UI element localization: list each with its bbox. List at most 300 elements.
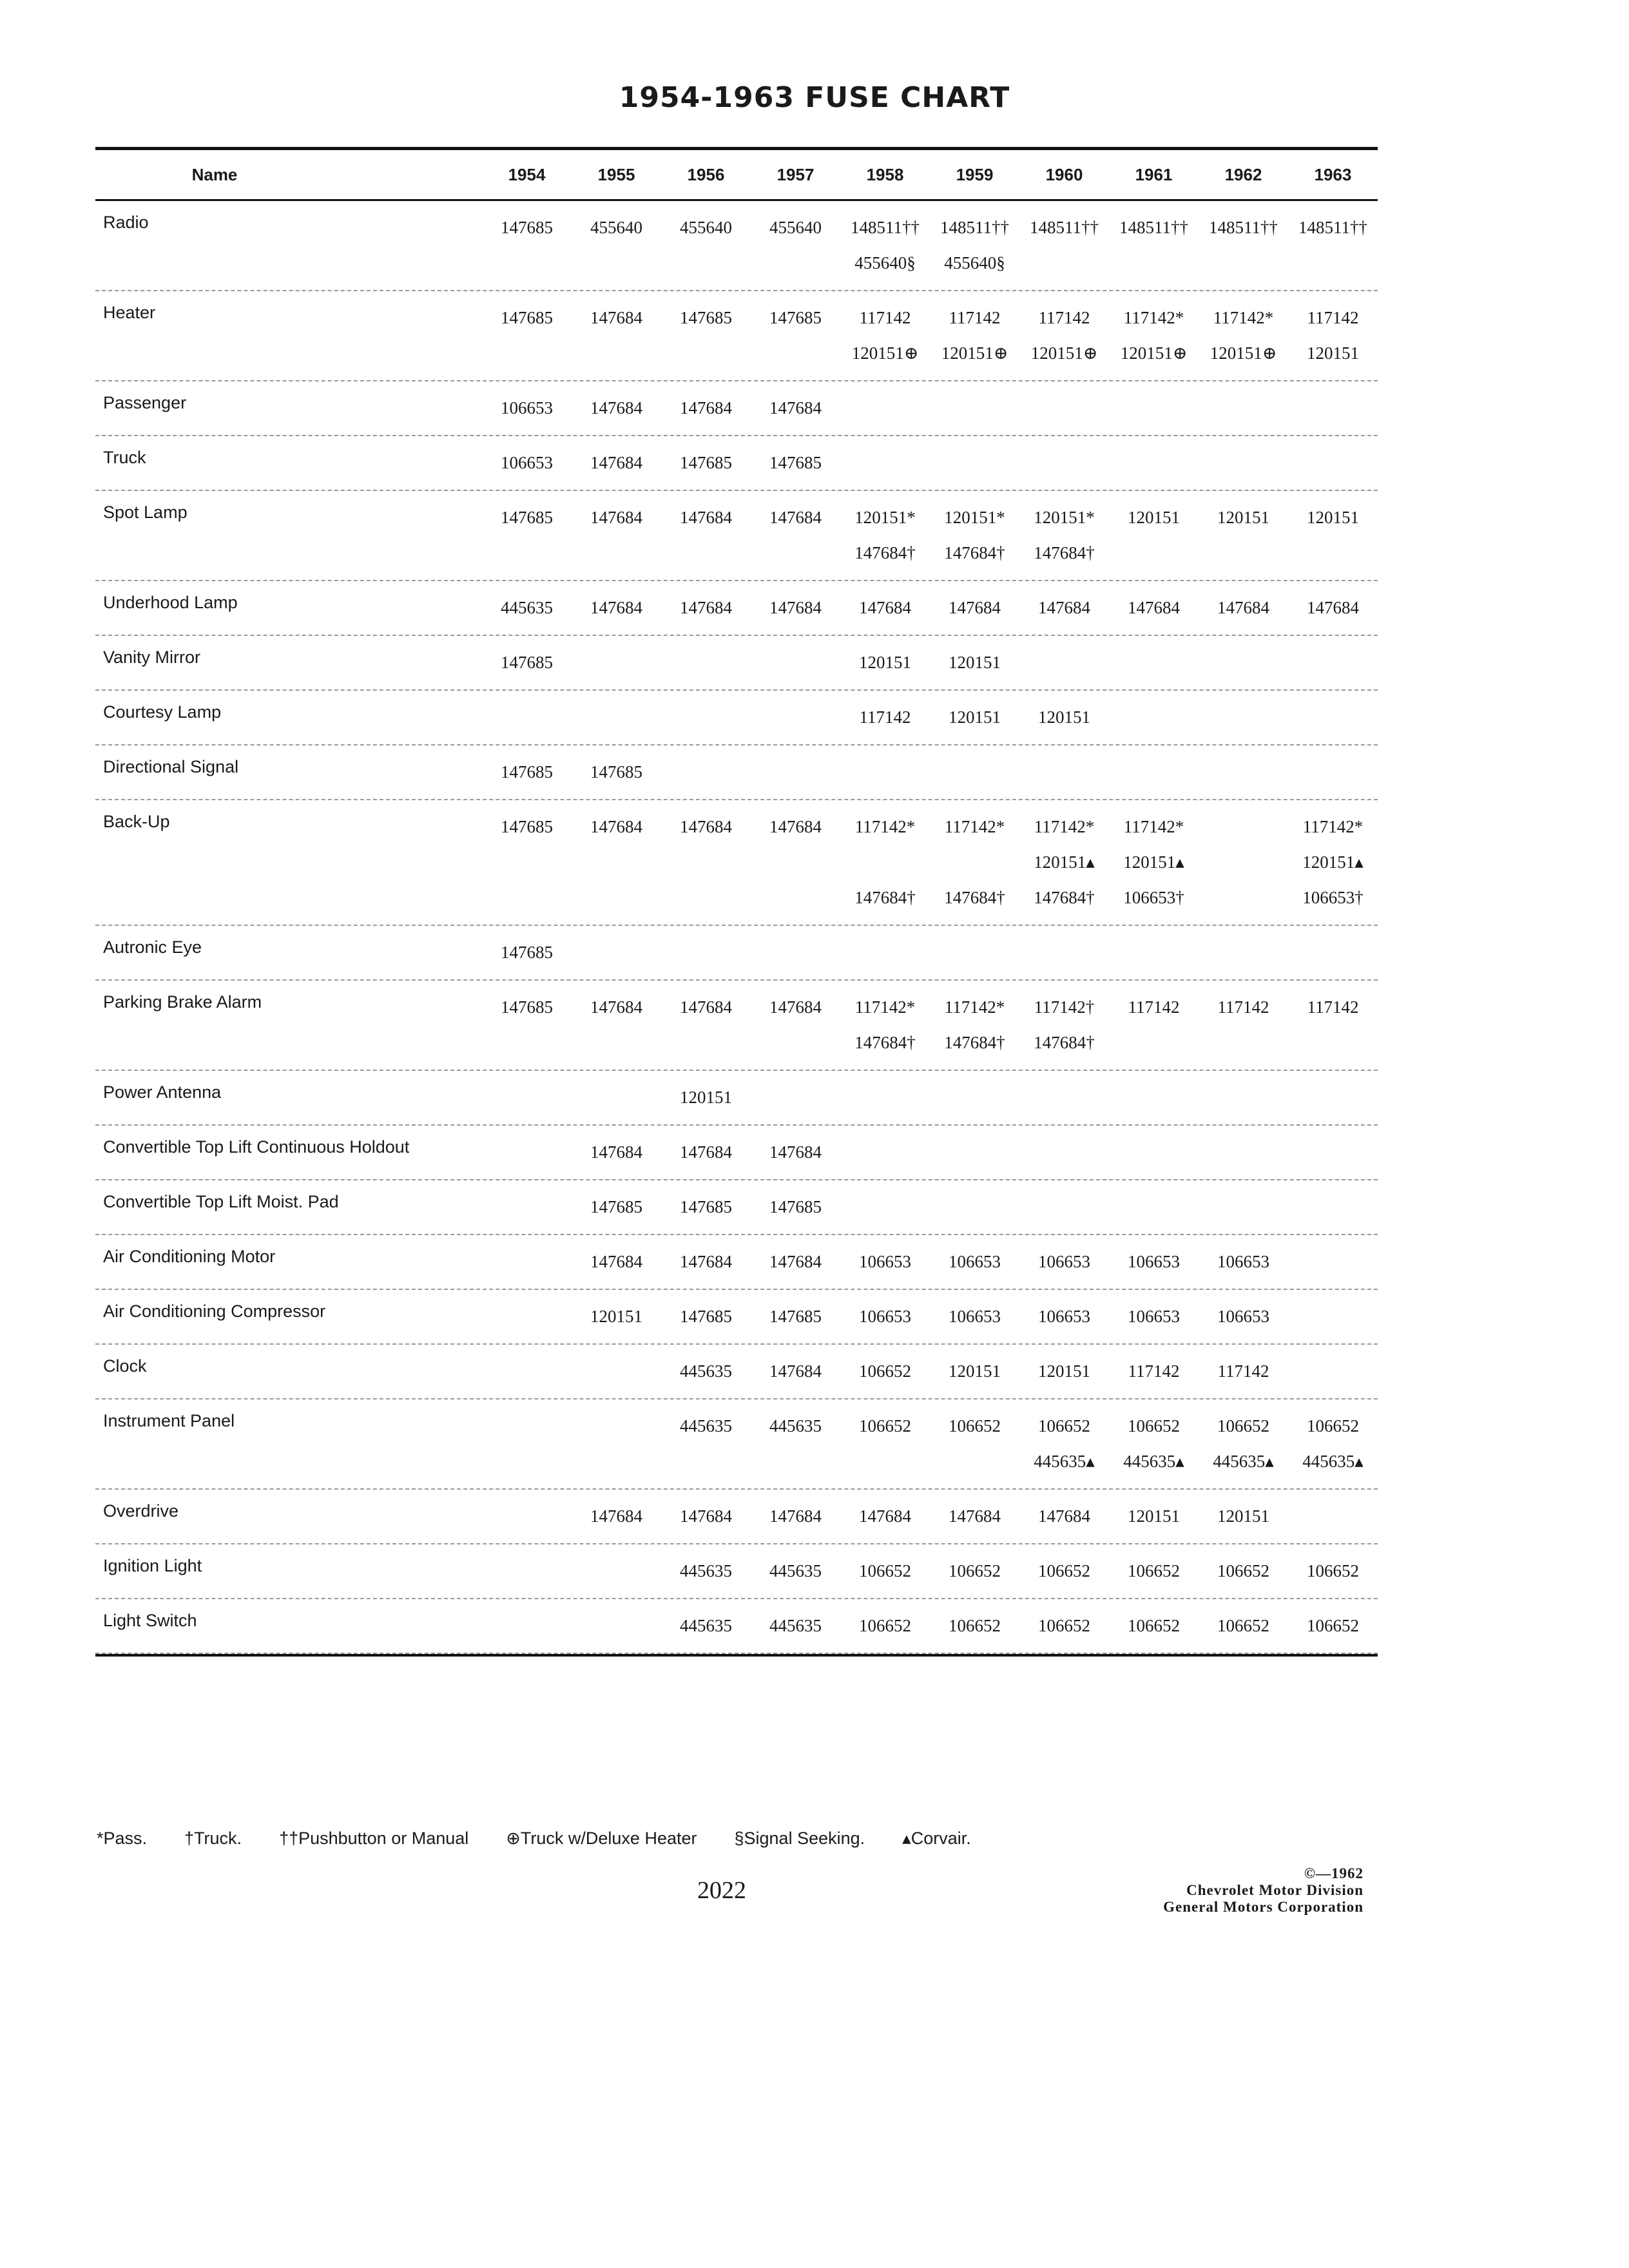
fuse-cell	[572, 1408, 661, 1479]
row-name: Convertible Top Lift Continuous Holdout	[103, 1137, 410, 1157]
fuse-part-number: 120151▴	[1123, 852, 1184, 872]
row-name: Ignition Light	[103, 1556, 202, 1575]
fuse-cell	[482, 500, 572, 571]
fuse-cell	[1019, 390, 1109, 426]
fuse-cell	[840, 1135, 930, 1170]
fuse-part-number: 106653	[1128, 1252, 1180, 1271]
year-column-header: 1958	[866, 164, 904, 184]
fuse-part-number: 147684	[680, 1252, 732, 1271]
fuse-cell	[840, 300, 930, 371]
fuse-cell	[1288, 1408, 1378, 1479]
fuse-cell	[1288, 390, 1378, 426]
fuse-part-number: 120151	[1307, 508, 1359, 527]
credit-division: Chevrolet Motor Division	[1186, 1882, 1364, 1898]
fuse-cell	[1019, 700, 1109, 735]
fuse-cell	[840, 1553, 930, 1589]
fuse-cell	[1019, 1608, 1109, 1644]
fuse-part-number: 106652	[859, 1561, 911, 1581]
fuse-cell	[1288, 1553, 1378, 1589]
row-name: Clock	[103, 1356, 147, 1376]
fuse-cell	[1288, 210, 1378, 281]
fuse-cell	[1288, 935, 1378, 970]
fuse-cell	[1199, 645, 1288, 680]
row-name: Parking Brake Alarm	[103, 992, 262, 1012]
fuse-cell	[751, 1354, 840, 1389]
fuse-part-number: 147684	[680, 598, 732, 617]
table-row	[95, 981, 1378, 1071]
fuse-cell	[1288, 445, 1378, 481]
fuse-cell	[661, 300, 751, 371]
fuse-part-number: 147684	[859, 598, 911, 617]
fuse-part-number: 106652	[1307, 1561, 1359, 1581]
year-column-header: 1963	[1314, 164, 1352, 184]
fuse-part-number: 148511††	[1119, 218, 1188, 237]
fuse-cell	[572, 700, 661, 735]
fuse-cell	[482, 645, 572, 680]
fuse-cell	[572, 590, 661, 626]
fuse-cell	[661, 754, 751, 790]
fuse-cell	[930, 300, 1019, 371]
fuse-part-number: 445635▴	[1213, 1452, 1274, 1471]
fuse-cell	[930, 1499, 1019, 1534]
fuse-cell	[1288, 1499, 1378, 1534]
fuse-part-number: 147684	[1038, 598, 1090, 617]
fuse-part-number: 117142	[1038, 308, 1090, 327]
fuse-part-number: 147684	[680, 997, 732, 1017]
fuse-cell	[482, 754, 572, 790]
fuse-cell	[1019, 210, 1109, 281]
fuse-part-number: 147685	[501, 762, 553, 782]
fuse-part-number: 445635▴	[1034, 1452, 1095, 1471]
fuse-cell	[572, 1499, 661, 1534]
fuse-cell	[661, 1608, 751, 1644]
fuse-cell	[1019, 645, 1109, 680]
table-row	[95, 201, 1378, 291]
fuse-cell	[840, 809, 930, 916]
fuse-cell	[1019, 1408, 1109, 1479]
fuse-cell	[751, 1135, 840, 1170]
fuse-cell	[1288, 1189, 1378, 1225]
fuse-part-number: 147685	[680, 308, 732, 327]
fuse-part-number: 117142*	[1123, 308, 1184, 327]
fuse-cell	[1288, 300, 1378, 371]
fuse-part-number: 147685	[501, 508, 553, 527]
fuse-part-number: 147684	[949, 598, 1001, 617]
fuse-part-number: 445635	[769, 1561, 822, 1581]
fuse-cell	[661, 500, 751, 571]
fuse-cell	[930, 1354, 1019, 1389]
fuse-cell	[572, 300, 661, 371]
fuse-part-number: 106653	[859, 1307, 911, 1326]
fuse-part-number: 106652	[1217, 1616, 1269, 1635]
fuse-part-number: 445635▴	[1123, 1452, 1184, 1471]
fuse-part-number: 148511††	[1030, 218, 1099, 237]
fuse-cell	[1109, 935, 1199, 970]
fuse-cell	[751, 390, 840, 426]
year-column-header: 1960	[1045, 164, 1083, 184]
fuse-part-number: 147685	[501, 653, 553, 672]
fuse-part-number: 117142	[1217, 997, 1269, 1017]
fuse-cell	[572, 1080, 661, 1115]
footnote: §Signal Seeking.	[734, 1829, 865, 1848]
fuse-cell	[1199, 390, 1288, 426]
year-column-header: 1962	[1224, 164, 1262, 184]
fuse-cell	[751, 1299, 840, 1334]
fuse-part-number: 147684	[590, 997, 642, 1017]
fuse-cell	[572, 210, 661, 281]
fuse-part-number: 120151	[1038, 1361, 1090, 1381]
fuse-cell	[572, 1608, 661, 1644]
fuse-part-number: 106653	[1217, 1307, 1269, 1326]
fuse-part-number: 147684	[590, 308, 642, 327]
fuse-cell	[840, 590, 930, 626]
fuse-part-number: 117142	[1128, 1361, 1180, 1381]
fuse-cell	[1199, 1189, 1288, 1225]
fuse-cell	[1109, 1408, 1199, 1479]
fuse-cell	[1109, 1135, 1199, 1170]
fuse-part-number: 445635	[680, 1561, 732, 1581]
fuse-part-number: 147684	[1128, 598, 1180, 617]
fuse-part-number: 106652	[1307, 1416, 1359, 1436]
fuse-part-number: 147684	[769, 817, 822, 836]
fuse-cell	[1199, 809, 1288, 916]
fuse-part-number: 106652	[949, 1616, 1001, 1635]
fuse-cell	[840, 1499, 930, 1534]
fuse-part-number: 120151⊕	[941, 343, 1008, 363]
fuse-cell	[840, 990, 930, 1061]
table-row	[95, 636, 1378, 691]
fuse-part-number: 117142	[859, 308, 911, 327]
fuse-cell	[661, 1080, 751, 1115]
fuse-part-number: 445635	[769, 1616, 822, 1635]
fuse-cell	[1109, 1354, 1199, 1389]
fuse-cell	[1109, 1299, 1199, 1334]
fuse-cell	[572, 990, 661, 1061]
table-header	[95, 150, 1378, 201]
fuse-cell	[751, 210, 840, 281]
fuse-cell	[751, 1499, 840, 1534]
table-row	[95, 1126, 1378, 1180]
fuse-part-number: 147684	[590, 398, 642, 418]
fuse-part-number: 120151	[859, 653, 911, 672]
fuse-part-number: 147685	[680, 1197, 732, 1216]
footnote: ††Pushbutton or Manual	[279, 1829, 469, 1848]
fuse-part-number: 445635	[680, 1361, 732, 1381]
fuse-part-number: 147685	[769, 453, 822, 472]
year-column-header: 1956	[687, 164, 725, 184]
fuse-cell	[1199, 1135, 1288, 1170]
fuse-part-number: 120151⊕	[1120, 343, 1188, 363]
fuse-cell	[751, 754, 840, 790]
fuse-cell	[661, 1354, 751, 1389]
fuse-cell	[572, 809, 661, 916]
fuse-cell	[751, 1608, 840, 1644]
fuse-part-number: 117142	[949, 308, 1001, 327]
fuse-part-number: 147685	[680, 453, 732, 472]
fuse-part-number: 106652	[1307, 1616, 1359, 1635]
fuse-cell	[1288, 1135, 1378, 1170]
fuse-cell	[930, 210, 1019, 281]
fuse-cell	[572, 1354, 661, 1389]
fuse-part-number: 147684	[590, 508, 642, 527]
fuse-cell	[840, 210, 930, 281]
fuse-cell	[930, 590, 1019, 626]
fuse-cell	[661, 1299, 751, 1334]
fuse-part-number: 106653	[501, 453, 553, 472]
fuse-part-number: 147684	[680, 817, 732, 836]
fuse-part-number: 106652	[1128, 1561, 1180, 1581]
fuse-cell	[751, 935, 840, 970]
fuse-part-number: 120151⊕	[1210, 343, 1277, 363]
fuse-cell	[1288, 1608, 1378, 1644]
fuse-cell	[482, 1299, 572, 1334]
fuse-cell	[482, 390, 572, 426]
fuse-cell	[930, 1553, 1019, 1589]
fuse-part-number: 147684	[680, 398, 732, 418]
footnote: ▴Corvair.	[902, 1829, 971, 1848]
fuse-cell	[661, 935, 751, 970]
fuse-cell	[1199, 210, 1288, 281]
fuse-part-number: 120151	[1307, 343, 1359, 363]
fuse-cell	[661, 645, 751, 680]
fuse-part-number: 445635	[769, 1416, 822, 1436]
credit-corporation: General Motors Corporation	[1163, 1899, 1364, 1915]
fuse-part-number: 106652	[1038, 1561, 1090, 1581]
row-name: Autronic Eye	[103, 937, 202, 957]
fuse-cell	[751, 590, 840, 626]
row-name: Power Antenna	[103, 1082, 222, 1102]
fuse-part-number: 445635▴	[1302, 1452, 1364, 1471]
fuse-cell	[1019, 1553, 1109, 1589]
fuse-part-number: 106653	[1217, 1252, 1269, 1271]
row-name: Radio	[103, 213, 149, 232]
fuse-cell	[930, 1408, 1019, 1479]
year-column-header: 1961	[1135, 164, 1173, 184]
fuse-cell	[840, 754, 930, 790]
fuse-cell	[1199, 500, 1288, 571]
fuse-cell	[840, 445, 930, 481]
year-column-header: 1957	[776, 164, 815, 184]
fuse-cell	[1288, 590, 1378, 626]
fuse-cell	[930, 1608, 1019, 1644]
fuse-part-number: 147684	[859, 1506, 911, 1526]
table-row	[95, 1071, 1378, 1126]
fuse-cell	[661, 990, 751, 1061]
fuse-part-number: 445635	[501, 598, 553, 617]
fuse-cell	[930, 445, 1019, 481]
fuse-cell	[840, 1608, 930, 1644]
fuse-part-number: 455640	[590, 218, 642, 237]
fuse-part-number: 147684	[1217, 598, 1269, 617]
fuse-part-number: 147684†	[1034, 543, 1095, 562]
fuse-part-number: 120151	[1128, 508, 1180, 527]
fuse-part-number: 147685	[501, 997, 553, 1017]
fuse-cell	[661, 390, 751, 426]
fuse-part-number: 147684†	[944, 1033, 1005, 1052]
table-row	[95, 1345, 1378, 1399]
fuse-part-number: 147684†	[1034, 1033, 1095, 1052]
fuse-part-number: 106652	[1128, 1616, 1180, 1635]
name-column-header: Name	[191, 164, 238, 184]
fuse-cell	[1288, 1244, 1378, 1280]
fuse-cell	[751, 500, 840, 571]
fuse-cell	[1199, 1244, 1288, 1280]
fuse-cell	[930, 1080, 1019, 1115]
fuse-part-number: 120151	[1217, 1506, 1269, 1526]
fuse-cell	[572, 1553, 661, 1589]
page-title: 1954-1963 FUSE CHART	[619, 81, 1010, 114]
fuse-cell	[1109, 754, 1199, 790]
fuse-cell	[840, 700, 930, 735]
fuse-cell	[1109, 645, 1199, 680]
fuse-cell	[1019, 500, 1109, 571]
fuse-cell	[572, 500, 661, 571]
fuse-cell	[1199, 935, 1288, 970]
fuse-cell	[930, 1244, 1019, 1280]
fuse-cell	[661, 590, 751, 626]
fuse-part-number: 117142*	[1123, 817, 1184, 836]
fuse-part-number: 106653	[1128, 1307, 1180, 1326]
row-name: Light Switch	[103, 1611, 197, 1630]
fuse-part-number: 120151*	[854, 508, 916, 527]
row-name: Overdrive	[103, 1501, 179, 1521]
fuse-cell	[840, 390, 930, 426]
footnote: *Pass.	[97, 1829, 148, 1848]
fuse-part-number: 147684	[680, 1506, 732, 1526]
fuse-part-number: 120151	[949, 1361, 1001, 1381]
fuse-cell	[1199, 590, 1288, 626]
fuse-cell	[482, 935, 572, 970]
row-name: Underhood Lamp	[103, 593, 238, 612]
row-name: Air Conditioning Motor	[103, 1247, 276, 1266]
fuse-cell	[482, 700, 572, 735]
fuse-part-number: 147684	[769, 997, 822, 1017]
fuse-cell	[751, 445, 840, 481]
fuse-cell	[572, 935, 661, 970]
row-name: Spot Lamp	[103, 503, 188, 522]
fuse-cell	[661, 1135, 751, 1170]
fuse-cell	[751, 1244, 840, 1280]
fuse-cell	[661, 210, 751, 281]
fuse-cell	[482, 445, 572, 481]
credit-block	[1163, 1865, 1364, 1916]
fuse-part-number: 147685	[501, 817, 553, 836]
fuse-cell	[1199, 1354, 1288, 1389]
footnote: ⊕Truck w/Deluxe Heater	[506, 1829, 697, 1848]
fuse-cell	[1109, 500, 1199, 571]
footnotes	[97, 1829, 1373, 1849]
table-row	[95, 581, 1378, 636]
fuse-cell	[840, 1189, 930, 1225]
fuse-part-number: 120151*	[1034, 508, 1095, 527]
year-column-header: 1959	[956, 164, 994, 184]
fuse-part-number: 120151	[1128, 1506, 1180, 1526]
copyright: ©—1962	[1304, 1865, 1364, 1881]
fuse-part-number: 147684	[769, 1506, 822, 1526]
fuse-cell	[930, 990, 1019, 1061]
fuse-part-number: 106653	[859, 1252, 911, 1271]
fuse-part-number: 148511††	[1298, 218, 1367, 237]
fuse-cell	[1109, 590, 1199, 626]
row-name: Truck	[103, 448, 146, 467]
fuse-part-number: 120151⊕	[1030, 343, 1098, 363]
fuse-part-number: 117142*	[1302, 817, 1364, 836]
fuse-part-number: 147685	[680, 1307, 732, 1326]
fuse-cell	[572, 1244, 661, 1280]
fuse-cell	[1109, 300, 1199, 371]
fuse-cell	[930, 645, 1019, 680]
fuse-cell	[930, 1189, 1019, 1225]
table-row	[95, 491, 1378, 581]
fuse-part-number: 147684	[680, 508, 732, 527]
fuse-part-number: 117142*	[1213, 308, 1274, 327]
fuse-cell	[1288, 645, 1378, 680]
fuse-cell	[1109, 445, 1199, 481]
table-body	[95, 201, 1378, 1654]
fuse-cell	[1019, 445, 1109, 481]
fuse-cell	[1109, 1189, 1199, 1225]
fuse-part-number: 147685	[501, 218, 553, 237]
fuse-cell	[1019, 754, 1109, 790]
fuse-cell	[482, 590, 572, 626]
fuse-cell	[1019, 1354, 1109, 1389]
table-row	[95, 291, 1378, 381]
fuse-part-number: 147685	[769, 1307, 822, 1326]
fuse-cell	[840, 1080, 930, 1115]
fuse-cell	[482, 1553, 572, 1589]
fuse-cell	[1019, 990, 1109, 1061]
fuse-part-number: 117142†	[1034, 997, 1095, 1017]
fuse-cell	[572, 1135, 661, 1170]
fuse-cell	[1109, 1080, 1199, 1115]
fuse-cell	[482, 300, 572, 371]
table-row	[95, 436, 1378, 491]
fuse-cell	[572, 645, 661, 680]
fuse-part-number: 117142	[1128, 997, 1180, 1017]
fuse-part-number: 147684	[590, 1506, 642, 1526]
table-row	[95, 1290, 1378, 1345]
fuse-part-number: 120151	[949, 707, 1001, 727]
fuse-cell	[840, 500, 930, 571]
fuse-cell	[1019, 1299, 1109, 1334]
fuse-cell	[482, 1135, 572, 1170]
fuse-part-number: 445635	[680, 1416, 732, 1436]
fuse-part-number: 117142*	[854, 997, 916, 1017]
year-column-header: 1955	[597, 164, 635, 184]
fuse-cell	[751, 990, 840, 1061]
fuse-cell	[482, 210, 572, 281]
fuse-cell	[1199, 1408, 1288, 1479]
fuse-cell	[751, 1553, 840, 1589]
fuse-cell	[930, 1299, 1019, 1334]
fuse-cell	[840, 1244, 930, 1280]
fuse-part-number: 147684	[680, 1142, 732, 1162]
fuse-cell	[482, 1499, 572, 1534]
fuse-part-number: 106652	[859, 1361, 911, 1381]
fuse-part-number: 147685	[769, 1197, 822, 1216]
table-row	[95, 926, 1378, 981]
table-row	[95, 691, 1378, 745]
fuse-cell	[840, 1354, 930, 1389]
fuse-part-number: 147684	[1307, 598, 1359, 617]
fuse-part-number: 147684	[769, 1361, 822, 1381]
table-row	[95, 745, 1378, 800]
fuse-part-number: 120151	[1038, 707, 1090, 727]
fuse-cell	[661, 700, 751, 735]
fuse-part-number: 106652	[1217, 1561, 1269, 1581]
fuse-cell	[482, 1608, 572, 1644]
fuse-part-number: 455640	[680, 218, 732, 237]
